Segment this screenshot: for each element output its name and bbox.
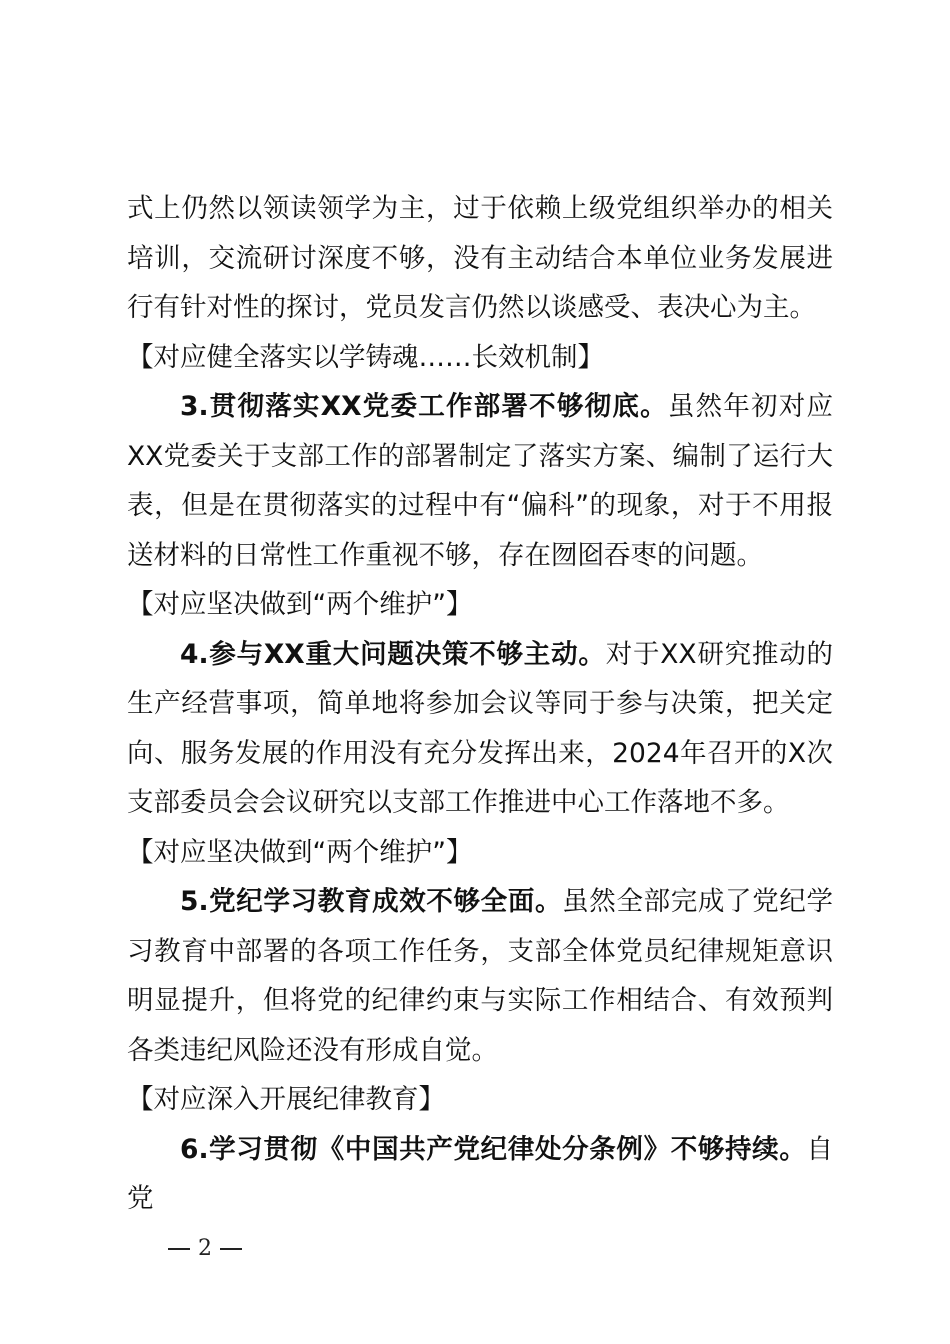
page-footer [160,1236,250,1261]
issue-heading: 4.参与XX重大问题决策不够主动。 [180,638,606,670]
issue-heading: 6.学习贯彻《中国共产党纪律处分条例》不够持续。 [180,1133,807,1165]
correspondence-note: 【对应坚决做到“两个维护”】 [127,836,473,868]
issue-body: 对于XX研究推动的生产经营事项，简单地将参加会议等同于参与决策，把关定向、服务发展的作用没有充分发挥出来，2024年召开的X次支部委员会会议研究以支部工作推进中心工作落地不多。 [127,638,834,818]
issue-item-6 [127,1125,833,1224]
body-text [127,184,833,1224]
paragraph-continuation: 式上仍然以领读领学为主，过于依赖上级党组织举办的相关培训，交流研讨深度不够，没有主动结合本单位业务发展进行有针对性的探讨，党员发言仍然以谈感受、表决心为主。 [127,193,833,323]
issue-heading: 3.贯彻落实XX党委工作部署不够彻底。 [180,391,668,422]
issue-heading: 5.党纪学习教育成效不够全面。 [180,886,563,917]
issue-item-4 [127,630,833,828]
footer-dash-right [220,1248,242,1250]
issue-item-3 [127,382,833,580]
issue-body: 自党 [127,1133,833,1214]
issue-body: 虽然年初对应XX党委关于支部工作的部署制定了落实方案、编制了运行大表，但是在贯彻落实的过程中有“偏科”的现象，对于不用报送材料的日常性工作重视不够，存在囫囵吞枣的问题。 [127,391,834,571]
issue-body: 虽然全部完成了党纪学习教育中部署的各项工作任务，支部全体党员纪律规矩意识明显提升，但将党的纪律约束与实际工作相结合、有效预判各类违纪风险还没有形成自觉。 [127,886,834,1066]
correspondence-note: 【对应坚决做到“两个维护”】 [127,589,473,620]
footer-dash-left [168,1248,190,1250]
correspondence-note: 【对应健全落实以学铸魂……长效机制】 [127,341,604,373]
page-number: 2 [198,1236,212,1261]
issue-item-5 [127,877,833,1075]
correspondence-note: 【对应深入开展纪律教育】 [127,1084,445,1115]
